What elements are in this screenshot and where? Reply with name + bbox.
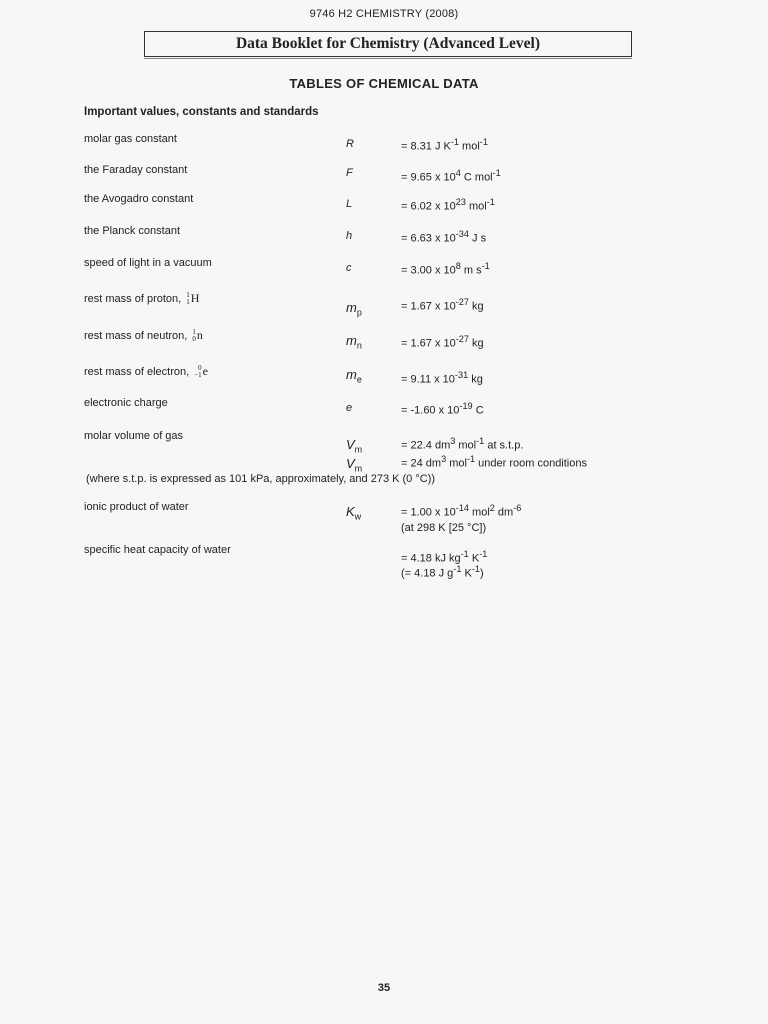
stp-note: (where s.t.p. is expressed as 101 kPa, approximately, and 273 K (0 °C)) [86, 473, 436, 485]
constant-label: rest mass of electron, 0 −1e [84, 364, 208, 380]
constant-value: = 9.65 x $10^4$ C mol$^{-1}$ [401, 168, 501, 184]
constant-symbol: $m_e$ [346, 367, 362, 385]
constant-symbol: $K_w$ [346, 504, 362, 522]
constant-label: electronic charge [84, 397, 168, 409]
constant-condition: (at 298 K [25 °C]) [401, 522, 487, 534]
constant-value: = -1.60 x $10^{-19}$ C [401, 401, 484, 417]
section-title: Important values, constants and standards [84, 106, 319, 118]
constant-value: = 3.00 x $10^8$ m $s^{-1}$ [401, 261, 490, 277]
constant-value: = 6.63 x $10^{-34}$ J s [401, 229, 487, 245]
constant-label: specific heat capacity of water [84, 544, 231, 556]
constant-label: molar gas constant [84, 133, 177, 145]
constant-value: = 24 $dm^3$ mol$^{-1}$ under room conditions [401, 454, 587, 470]
nuclide-notation: 1 1H [186, 291, 200, 307]
constant-value: = 1.00 x $10^{-14}$ mol$^2$ $dm^{-6}$ [401, 503, 522, 519]
constant-label: ionic product of water [84, 501, 189, 513]
constant-label: the Avogadro constant [84, 193, 194, 205]
constant-symbol: F [346, 167, 353, 179]
constant-symbol: R [346, 138, 354, 150]
title-underline [144, 58, 632, 59]
constant-label: the Faraday constant [84, 164, 188, 176]
page-title: TABLES OF CHEMICAL DATA [289, 76, 479, 91]
constant-value: = 8.31 J $K^{-1}$ mol$^{-1}$ [401, 137, 488, 153]
nuclide-notation: 0 −1e [194, 364, 208, 380]
nuclide-notation: 1 0n [192, 328, 203, 344]
constant-label: rest mass of proton, 1 1H [84, 291, 200, 307]
constant-value-alt: (= 4.18 J $g^{-1}$ $K^{-1}$) [401, 564, 484, 580]
constant-symbol: c [346, 262, 352, 274]
booklet-title: Data Booklet for Chemistry (Advanced Level) [235, 35, 541, 52]
constant-value: = 1.67 x $10^{-27}$ kg [401, 297, 484, 313]
booklet-title-box [144, 31, 632, 57]
constant-value: = 6.02 x $10^{23}$ mol$^{-1}$ [401, 197, 495, 213]
constant-label: rest mass of neutron, 1 0n [84, 328, 203, 344]
constant-value: = 9.11 x $10^{-31}$ kg [401, 370, 483, 386]
page-number: 35 [377, 982, 391, 994]
constant-value: = 4.18 kJ $kg^{-1}$ $K^{-1}$ [401, 549, 488, 565]
constant-label: molar volume of gas [84, 430, 184, 442]
constant-symbol: $m_p$ [346, 300, 362, 318]
constant-symbol: $V_m$ [346, 437, 363, 455]
constant-symbol: e [346, 402, 353, 414]
exam-header: 9746 H2 CHEMISTRY (2008) [309, 8, 459, 20]
constant-label: speed of light in a vacuum [84, 257, 212, 269]
constant-label: the Planck constant [84, 225, 181, 237]
constant-symbol: $m_n$ [346, 333, 362, 351]
constant-symbol: L [346, 198, 353, 210]
constant-value: = 1.67 x $10^{-27}$ kg [401, 334, 484, 350]
constant-symbol: h [346, 230, 353, 242]
constant-symbol: $V_m$ [346, 456, 363, 474]
constant-value: = 22.4 $dm^3$ mol$^{-1}$ at s.t.p. [401, 436, 524, 452]
